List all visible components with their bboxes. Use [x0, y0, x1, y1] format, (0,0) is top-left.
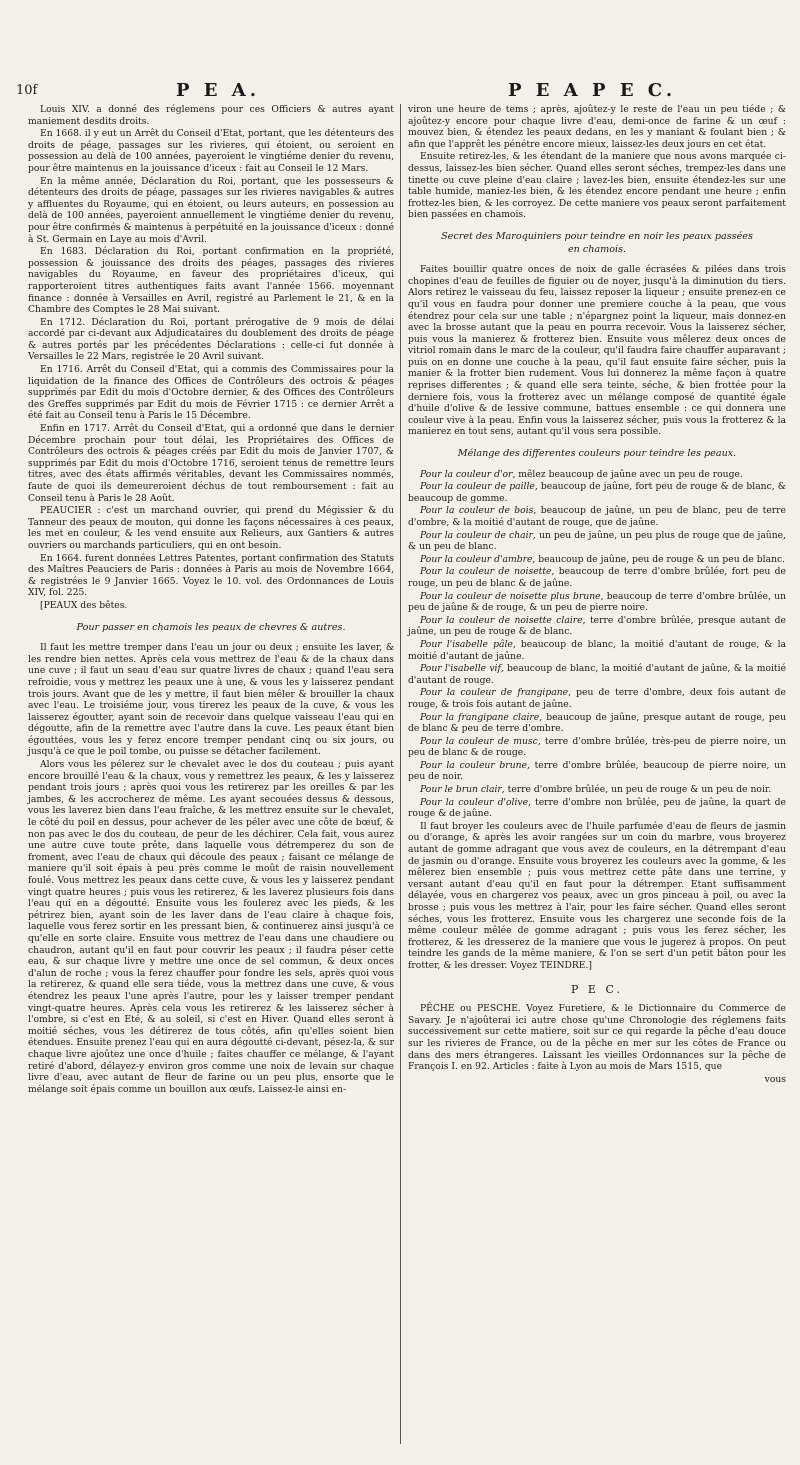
color-recipe-text: , beaucoup de jaûne, un peu de blanc, peu de terre d'ombre, & la moitié d'autant de rouge, que de jaûne. — [408, 505, 786, 528]
peaucier-entry: PEAUCIER : c'est un marchand ouvrier, qui prend du Mégissier & du Tanneur des peaux de mouton, qui donne les façons nécessaires à ces peaux, les met en couleur, & les vend ensuite aux Relieurs, aux Gantiers & autres ouvriers ou marchands particuliers, qui en ont besoin. — [28, 505, 394, 551]
column-divider — [400, 104, 401, 1444]
peaux-entry: [PEAUX des bêtes. — [40, 599, 128, 611]
paragraph: En 1683. Déclaration du Roi, portant confirmation en la propriété, possession & jouissance des droits des péages, passages des rivieres navigables du Royaume, en faveur des propriétaires d'iceux, qui rapporteroient titres authentiques faits avant l'année 1566. moyennant finance : donnée à Versailles en Avril, registré au Parlement le 21, & en la Chambre des Comptes le 28 Mai suivant. — [28, 246, 394, 316]
section-heading-maroquiniers: Secret des Maroquiniers pour teindre en noir les peaux passées — [441, 230, 753, 242]
color-recipe — [408, 554, 786, 566]
paragraph: En la même année, Déclaration du Roi, portant, que les possesseurs & détenteurs des droits de péage, passages sur les rivieres navigables & autres y affluentes du Royaume, qui en étoient, ou leurs auteurs, en possession au delà de 100 années, payeroient annuellement le vingtiéme denier du revenu, pour être confirmés & maintenus à perpétuité en la jouissance d'iceux : donné à St. Germain en Laye au mois d'Avril. — [28, 175, 395, 245]
color-recipe — [408, 712, 786, 735]
paragraph: En 1716. Arrêt du Conseil d'Etat, qui a commis des Commissaires pour la liquidation de la finance des Offices de Contrôleurs des octrois & péages supprimés par Edit du mois d'Octobre dernier, & des Offices des Contrôleurs des Greffes supprimés par Edit du mois de Février 1715 : ce dernier Arrêt a été fait au Conseil tenu à Paris le 15 Décembre. — [28, 364, 394, 422]
paragraph: En 1664. furent données Lettres Patentes, portant confirmation des Statuts des Maîtres Peauciers de Paris : données à Paris au mois de Novembre 1664, & registrées le 9 Janvier 1665. Voyez le 10. vol. des Ordonnances de Louis XIV, fol. 225. — [28, 552, 394, 599]
running-head-left: P E A. — [176, 80, 261, 101]
color-recipe-text: , beaucoup de terre d'ombre brûlée, un peu de jaûne & de rouge, & un peu de pierre noire. — [408, 590, 786, 614]
color-recipe-text: , beaucoup de terre d'ombre brûlée, fort peu de rouge, un peu de blanc & de jaûne. — [408, 566, 786, 589]
color-recipe-text: , terre d'ombre non brûlée, peu de jaûne, la quart de rouge & de jaûne. — [408, 796, 786, 820]
color-recipe-name: Pour la couleur de paille — [420, 481, 535, 493]
color-recipe — [408, 505, 786, 528]
color-recipe-text: , mêlez beaucoup de jaûne avec un peu de rouge. — [512, 468, 743, 480]
color-recipe-text: , terre d'ombre brûlée, beaucoup de pierre noire, un peu de noir. — [408, 759, 787, 783]
catchword: vous — [764, 1073, 786, 1085]
paragraph: Alors vous les pélerez sur le chevalet avec le dos du couteau ; puis ayant encore brouillé l'eau & la chaux, vous y remettrez les peaux, & les y laisserez pendant trois jours ; après quoi vous les retirerez par les oreilles & par les jambes, & les accrocherez de même. Les ayant secouées dessus & dessous, vous les laverez bien dans l'eau fraîche, & les mettrez ensuite sur le chevalet, le côté du poil en dessus, pour achever de les péler avec une côte de bœuf, & non pas avec le dos du couteau, de peur de les déchirer. Cela fait, vous aurez une autre cuve toute prête, dans laquelle vous détremperez du son de froment, avec l'eau de chaux qui découle des peaux ; faisant ce mélange de maniere qu'il soit épais à peu près comme le moût de raisin nouvellement foulé. Vous mettrez les peaux dans cette cuve, & vous les y laisserez pendant vingt quatre heures ; puis vous les retirerez, & les laverez plusieurs fois dans l'eau qui en a dégoutté. Ensuite vous les foulerez avec les pieds, & les pétrirez bien, ayant soin de les laver dans de l'eau claire à chaque fois, laquelle vous ferez sortir en les pressant bien, & continuerez ainsi jusqu'à ce qu'elle en sorte claire. Ensuite vous mettrez de l'eau dans une chaudiere ou chaudron, autant qu'il en faut pour couvrir les peaux ; il faudra péser cette eau, & sur chaque livre y mettre une once de sel commun, & deux onces d'alun de roche ; vous la ferez chauffer pour fondre les sels, après quoi vous la retirerez, & quand elle sera tiéde, vous la mettrez dans une cuve, & vous étendrez les peaux l'une après l'autre, pour les y laisser tremper pendant vingt-quatre heures. Après cela vous les retirerez & les laisserez sécher à l'ombre, si c'est en Eté, & au soleil, si c'est en Hiver. Quand elles seront à moitié séches, vous les détirerez de tous côtés, afin qu'elles soient bien étendues. Ensuite prenez l'eau qui en aura dégoutté ci-devant, pésez-la, & sur chaque livre ajoûtez une once d'huile ; faites chauffer ce mélange, & l'ayant retiré d'abord, délayez-y environ gros comme une noix de levain sur chaque livre d'eau, avec autant de fleur de farine ou un peu plus, ensorte que le mélange soit épais comme un bouillon aux œufs. Laissez-le ainsi en- — [28, 759, 394, 1095]
color-recipe-name: Pour la couleur de musc — [420, 735, 538, 747]
paragraph: En 1668. il y eut un Arrêt du Conseil d'Etat, portant, que les détenteurs des droits de péage, passages sur les rivieres, qui étoient, ou seroient en possession au delà de 100 années, payeroient le vingtiéme denier du revenu, pour être maintenus en la jouissance d'iceux : fait au Conseil le 12 Mars. — [28, 128, 394, 174]
running-head-right: P E A P E C. — [508, 80, 677, 101]
section-title-pec: P E C. — [571, 982, 623, 996]
color-recipe-text: , un peu de jaûne, un peu plus de rouge que de jaûne, & un peu de blanc. — [408, 529, 786, 553]
paragraph: viron une heure de tems ; après, ajoûtez-y le reste de l'eau un peu tiéde ; & ajoûtez-y encore pour chaque livre d'eau, demi-once de farine & un œuf : mouvez bien, & étendez les peaux dedans, en les y maniant & foulant bien ; & afin que l'apprêt les pénétre encore mieux, laissez-les deux jours en cet état. — [408, 104, 786, 150]
paragraph: En 1712. Déclaration du Roi, portant prérogative de 9 mois de délai accordé par ci-devant aux Adjudicataires du doublement des droits de péage & autres portés par les précédentes Déclarations : celle-ci fut donnée à Versailles le 22 Mars, registrée le 20 Avril suivant. — [28, 316, 394, 363]
paragraph: Ensuite retirez-les, & les étendant de la maniere que nous avons marquée ci-dessus, laissez-les bien sécher. Quand elles seront séches, trempez-les dans une tinette ou cuve pleine d'eau claire ; lavez-les bien, ensuite étendez-les sur une table humide, maniez-les bien, & les étendez encore pendant une heure ; enfin frottez-les bien, & les corroyez. De cette maniere vos peaux seront parfaitement bien passées en chamois. — [408, 151, 786, 221]
color-recipe-name: Pour la couleur de noisette — [420, 566, 552, 578]
color-recipe — [408, 591, 786, 614]
color-recipe-name: Pour la couleur de noisette plus brune — [420, 590, 601, 602]
peche-entry: PÊCHE ou PESCHE. Voyez Furetiere, & le Dictionnaire du Commerce de Savary. Je n'ajoûterai ici autre chose qu'une Chronologie des réglemens faits successivement sur cette matiere, soit sur ce qui regarde la pêche d'eau douce sur les rivieres de France, ou de la pêche en mer sur les côtes de France ou dans des mers étrangeres. Laissant les vieilles Ordonnances sur la pêche de François I. en 92. Articles : faite à Lyon au mois de Mars 1515, que — [408, 1003, 786, 1073]
color-recipe-name: Pour la couleur brune — [420, 759, 527, 771]
color-recipe — [408, 530, 786, 553]
color-recipe-name: Pour la couleur de chair — [420, 529, 533, 541]
color-recipe-name: Pour la frangipane claire — [420, 711, 540, 723]
color-recipe-text: , beaucoup de jaûne, presque autant de rouge, peu de blanc & peu de terre d'ombre. — [408, 711, 786, 735]
color-recipe-name: Pour la couleur de frangipane — [420, 687, 569, 699]
color-recipe-text: , terre d'ombre brûlée, presque autant de jaûne, un peu de rouge & de blanc. — [408, 614, 786, 638]
color-recipe — [408, 784, 786, 796]
color-recipe-name: Pour l'isabelle pâle — [420, 638, 513, 650]
section-heading-melange: Mélange des differentes couleurs pour teindre les peaux. — [457, 448, 737, 460]
color-recipe — [408, 615, 786, 638]
color-recipe-text: , beaucoup de jaûne, fort peu de rouge & de blanc, & beaucoup de gomme. — [408, 481, 786, 504]
color-recipe-name: Pour l'isabelle vif — [420, 663, 501, 675]
color-recipe — [408, 566, 786, 589]
color-recipe — [408, 469, 786, 481]
color-recipe-text: , terre d'ombre brûlée, très-peu de pierre noire, un peu de blanc & de rouge. — [408, 735, 787, 759]
color-recipe-text: , beaucoup de blanc, la moitié d'autant de jaûne, & la moitié d'autant de rouge. — [408, 663, 787, 686]
color-recipe-text: , terre d'ombre brûlée, un peu de rouge & un peu de noir. — [501, 784, 772, 796]
color-recipe-text: , beaucoup de blanc, la moitié d'autant de rouge, & la moitié d'autant de jaûne. — [408, 638, 787, 662]
color-recipe — [408, 663, 786, 686]
paragraph: Il faut broyer les couleurs avec de l'huile parfumée d'eau de fleurs de jasmin ou d'orange, & après les avoir rangées sur un coin du marbre, vous broyerez autant de gomme adragant que vous avez de couleurs, en la détrempant d'eau de jasmin ou d'orange. Ensuite vous broyerez les couleurs avec la gomme, & les mêlerez bien ensemble ; puis vous mettrez cette pâte dans une terrine, y versant autant d'eau qu'il en faut pour la détremper. Etant suffisamment délayée, vous en chargerez vos peaux, avec un gros pinceau à poil, ou avec la brosse ; puis vous les mettrez à l'air, pour les faire sécher. Quand elles seront séches, vous les frotterez. Ensuite vous les chargerez une seconde fois de la même couleur mêlée de gomme adragant ; puis vous les ferez sécher, les frotterez, & les dresserez de la maniere que vous le jugerez à propos. On peut teindre les gands de la même maniere, & l'on se sert d'un petit bâton pour les frotter, & les dresser. Voyez TEINDRE.] — [408, 820, 786, 971]
color-recipe — [408, 687, 786, 710]
left-column — [28, 104, 394, 1096]
color-recipe-name: Pour la couleur de noisette claire — [420, 614, 583, 626]
page-number: 10f — [16, 83, 38, 98]
color-recipe — [408, 736, 786, 759]
paragraph: Faites bouillir quatre onces de noix de galle écrasées & pilées dans trois chopines d'eau de feuilles de figuier ou de noyer, jusqu'à la diminution du tiers. Alors retirez le vaisseau du feu, laissez reposer la liqueur ; ensuite prenez-en ce qu'il vous en faudra pour donner une premiere couche à la peau, que vous étendrez pour cela sur une table ; n'épargnez point la liqueur, mais donnez-en avec la brosse autant que la peau en pourra recevoir. Vous la laisserez sécher, puis vous la manierez & frotterez bien. Ensuite vous mêlerez deux onces de vitriol romain dans le marc de la couleur, qu'il faudra faire chauffer auparavant ; puis on en donne une couche à la peau, qu'il faut ensuite faire sécher, puis la manier & la frotter bien rudement. Vous lui donnerez la même façon à quatre reprises differentes ; & quand elle sera teinte, séche, & bien frottée pour la derniere fois, vous la frotterez avec un mélange composé de quantité égale d'huile d'olive & de lessive commune, battues ensemble : ce qui donnera une couleur vive à la peau. Enfin vous la laisserez sécher, puis vous la frotterez & la manierez en tout sens, autant qu'il vous sera possible. — [408, 264, 786, 438]
color-recipe — [408, 760, 786, 783]
color-recipe-text: , peu de terre d'ombre, deux fois autant de rouge, & trois fois autant de jaûne. — [408, 687, 786, 710]
color-recipe-name: Pour la couleur d'or — [420, 468, 513, 480]
color-recipe-name: Pour le brun clair — [420, 784, 502, 796]
color-recipe — [408, 797, 786, 820]
paragraph: Il faut les mettre tremper dans l'eau un jour ou deux ; ensuite les laver, & les rendre bien nettes. Après cela vous mettrez de l'eau & de la chaux dans une cuve ; il faut un seau d'eau sur quatre livres de chaux ; quand l'eau sera refroidie, vous y mettrez les peaux une à une, & vous les y laisserez pendant trois jours. Avant que de les y mettre, il faut bien mêler & brouiller la chaux avec l'eau. Le troisiéme jour, vous tirerez les peaux de la cuve, & vous les laisserez égoutter, ayant soin de recevoir dans quelque vaisseau l'eau qui en dégoutte, afin de la remettre avec l'autre dans la cuve. Les peaux étant bien égouttées, vous les y ferez encore tremper pendant cinq ou six jours, ou jusqu'à ce que le poil tombe, ou puisse se détacher facilement. — [28, 642, 394, 758]
color-recipe-list — [408, 469, 786, 820]
color-recipe-name: Pour la couleur d'olive — [420, 796, 529, 808]
right-column — [408, 104, 786, 1086]
paragraph: Enfin en 1717. Arrêt du Conseil d'Etat, qui a ordonné que dans le dernier Décembre prochain pour tout délai, les Propriétaires des Offices de Contrôleurs des octrois & péages créés par Edit du mois de Janvier 1707, & supprimés par Edit du mois d'Octobre 1716, seroient tenus de remettre leurs titres, avec des états affirmés véritables, devant les Commissaires nommés, faute de quoi ils demeureroient déchus de tout remboursement : fait au Conseil tenu à Paris le 28 Août. — [28, 423, 394, 504]
section-heading-chamois: Pour passer en chamois les peaux de chevres & autres. — [76, 621, 346, 633]
section-heading-maroquiniers-sub: en chamois. — [567, 243, 627, 255]
color-recipe-text: , beaucoup de jaûne, peu de rouge & un peu de blanc. — [532, 553, 786, 565]
color-recipe-name: Pour la couleur d'ambre — [420, 553, 533, 565]
color-recipe — [408, 639, 786, 662]
color-recipe-name: Pour la couleur de bois — [420, 505, 534, 517]
paragraph: Louis XIV. a donné des réglemens pour ces Officiers & autres ayant maniement desdits droits. — [28, 104, 394, 127]
color-recipe — [408, 481, 786, 504]
